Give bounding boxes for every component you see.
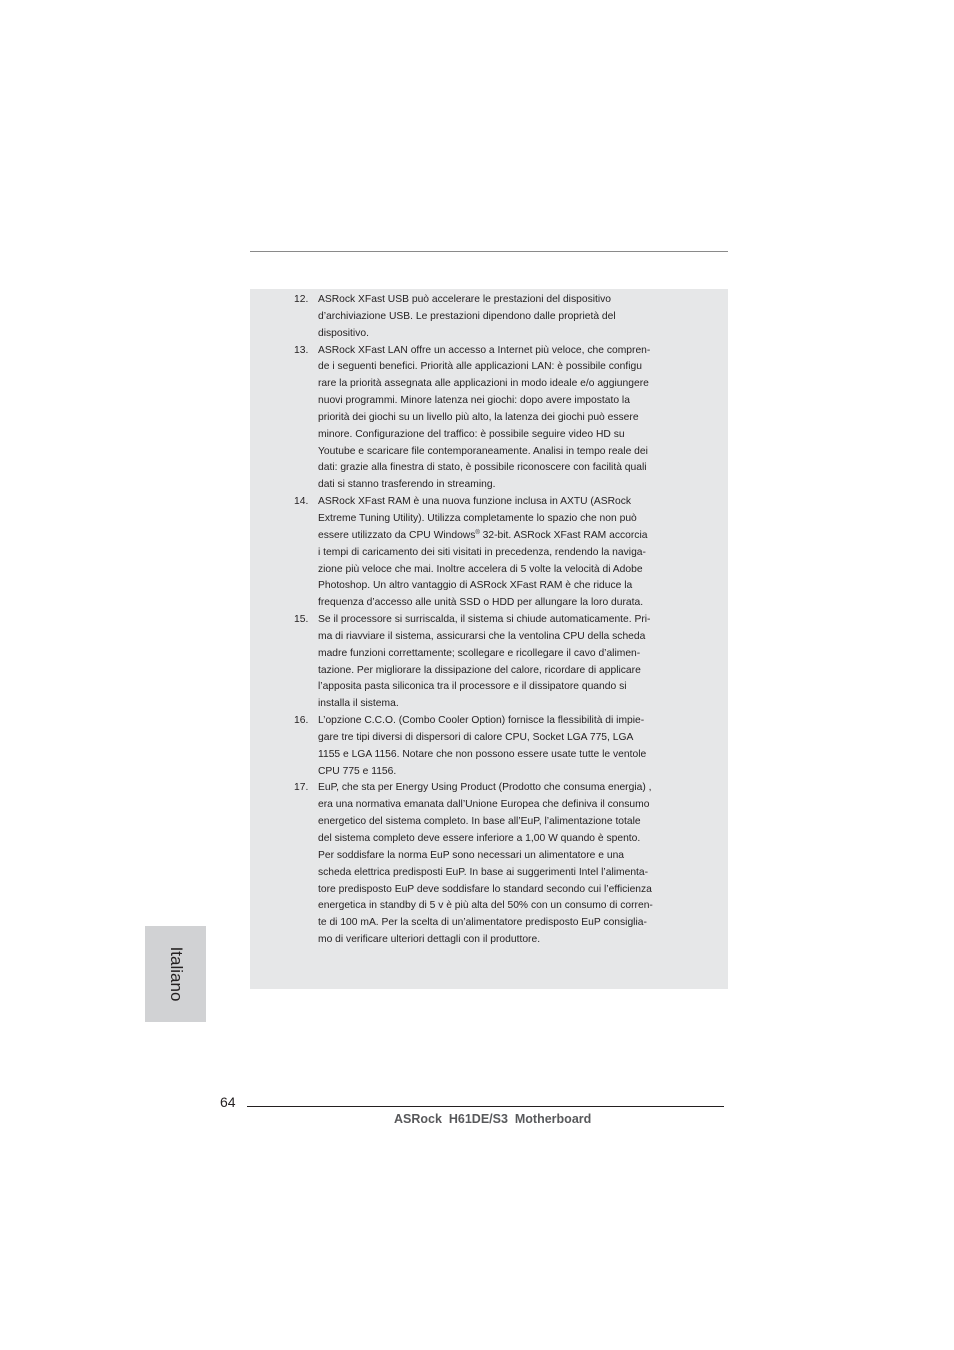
note-line [318,530,647,541]
note-line: l’apposita pasta siliconica tra il processore e il dissipatore quando si [318,681,627,693]
note-text [318,343,686,495]
note-text [318,713,686,780]
note-line: Extreme Tuning Utility). Utilizza completamente lo spazio che non può [318,512,637,524]
note-line: madre funzioni correttamente; scollegare e ricollegare il cavo d’alimen- [318,647,641,659]
note-number: 17. [294,782,309,794]
note-text [318,494,686,612]
note-line: energetico del sistema completo. In base all’EuP, l’alimentazione totale [318,816,641,828]
language-tab [145,926,206,1022]
note-line: Se il processore si surriscalda, il sistema si chiude automaticamente. Pri- [318,614,651,626]
note-item-12 [294,292,686,343]
note-number: 14. [294,496,309,508]
note-line: ASRock XFast USB può accelerare le prestazioni del dispositivo [318,294,612,305]
note-line: energetica in standby di 5 v è più alta del 50% con un consumo di corren- [318,900,653,912]
note-line: installa il sistema. [318,698,399,710]
note-text [318,612,686,713]
note-number: 12. [294,294,309,305]
note-line: scheda elettrica predisposti EuP. In base ai suggerimenti Intel l’alimenta- [318,866,649,878]
note-line: Per soddisfare la norma EuP sono necessari un alimentatore e una [318,849,625,861]
note-line: Youtube e scaricare file contemporaneamente. Analisi in tempo reale dei [318,445,648,457]
note-line: dispositivo. [318,327,369,339]
note-line: d’archiviazione USB. Le prestazioni dipendono dalle proprietà del [318,310,616,322]
note-line: rare la priorità assegnata alle applicazioni in modo ideale e/o aggiungere [318,378,649,390]
note-text [318,780,686,948]
note-line: dati: grazie alla finestra di stato, è possibile riconoscere con facilità quali [318,462,647,474]
note-item-17 [294,780,686,948]
note-number: 13. [294,344,309,356]
note-line: dati si stanno trasferendo in streaming. [318,479,496,491]
note-line: gare tre tipi diversi di dispersori di calore CPU, Socket LGA 775, LGA [318,731,634,743]
note-line: mo di verificare ulteriori dettagli con il produttore. [318,934,541,946]
note-line: nuovi programmi. Minore latenza nei giochi: dopo avere impostato la [318,395,630,407]
note-item-16 [294,713,686,780]
note-line: 1155 e LGA 1156. Notare che non possono essere usate tutte le ventole [318,748,647,760]
note-item-14 [294,494,686,612]
note-line: priorità dei giochi su un livello più alto, la latenza dei giochi può essere [318,411,639,423]
registered-mark: ® [475,529,480,536]
note-line: minore. Configurazione del traffico: è possibile seguire video HD su [318,428,625,440]
note-line: ASRock XFast LAN offre un accesso a Internet più veloce, che compren- [318,344,651,356]
page-number: 64 [220,1094,236,1110]
note-line: tore predisposto EuP deve soddisfare lo standard secondo cui l’efficienza [318,883,652,895]
note-number: 15. [294,614,309,626]
language-label: Italiano [166,946,186,1002]
footer-divider [247,1106,724,1107]
note-line: te di 100 mA. Per la scelta di un’alimentatore predisposto EuP consiglia- [318,917,647,929]
note-line: ASRock XFast RAM è una nuova funzione inclusa in AXTU (ASRock [318,496,632,508]
note-line: ma di riavviare il sistema, assicurarsi che la ventolina CPU della scheda [318,630,646,642]
note-line: CPU 775 e 1156. [318,765,397,777]
note-line-part: 32-bit. ASRock XFast RAM accorcia [479,529,648,541]
note-line: Photoshop. Un altro vantaggio di ASRock XFast RAM è che riduce la [318,580,633,592]
note-line-part: essere utilizzato da CPU Windows [318,529,476,541]
note-item-15 [294,612,686,713]
note-line: L’opzione C.C.O. (Combo Cooler Option) fornisce la flessibilità di impie- [318,715,645,727]
footer-title: ASRock H61DE/S3 Motherboard [394,1112,592,1126]
note-line: i tempi di caricamento dei siti visitati in precedenza, rendendo la naviga- [318,546,646,558]
note-line: era una normativa emanata dall’Unione Europea che definiva il consumo [318,799,650,811]
note-line: tazione. Per migliorare la dissipazione del calore, ricordare di applicare [318,664,641,676]
note-line: frequenza d’accesso alle unità SSD o HDD per allungare la loro durata. [318,597,644,609]
note-number: 16. [294,715,309,727]
note-item-13 [294,343,686,495]
header-divider [250,251,728,252]
notes-list [294,292,686,949]
note-text [318,292,686,343]
note-line: de i seguenti benefici. Priorità alle applicazioni LAN: è possibile configu [318,361,642,373]
note-line: del sistema completo deve essere inferiore a 1,00 W quando è spento. [318,833,641,844]
note-line: EuP, che sta per Energy Using Product (Prodotto che consuma energia) , [318,782,652,794]
note-line: zione più veloce che mai. Inoltre accelera di 5 volte la velocità di Adobe [318,563,643,575]
